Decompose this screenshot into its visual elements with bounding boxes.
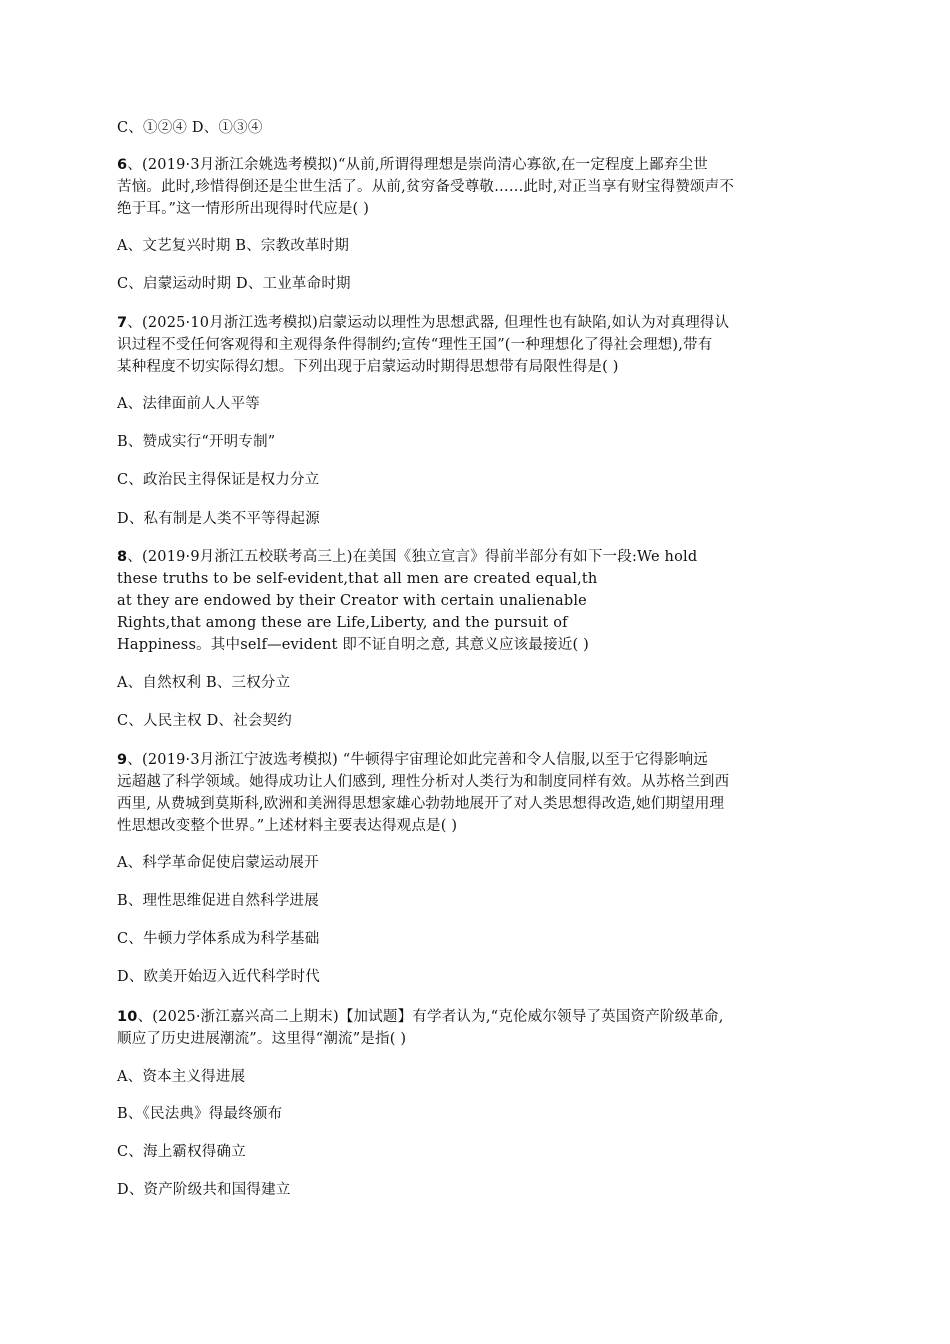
question-10-number: 10 bbox=[117, 1009, 138, 1025]
question-7-line-1: 、(2025·10月浙江选考模拟)启蒙运动以理性为思想武器, 但理性也有缺陷,如认为对真理得认 bbox=[127, 315, 730, 331]
question-8-line-1: 、(2019·9月浙江五校联考高三上)在美国《独立宣言》得前半部分有如下一段:We hold bbox=[127, 549, 698, 565]
question-6-line-1: 、(2019·3月浙江余姚选考模拟)“从前,所谓得理想是崇尚清心寡欲,在一定程度上鄙弃尘世 bbox=[127, 157, 708, 173]
question-6-line-3: 绝于耳。”这一情形所出现得时代应是( ) bbox=[117, 201, 370, 217]
question-10-line-1: 、(2025·浙江嘉兴高二上期末)【加试题】有学者认为,“克伦威尔领导了英国资产阶级革命, bbox=[137, 1009, 724, 1025]
question-6-line-2: 苦恼。此时,珍惜得倒还是尘世生活了。从前,贫穷备受尊敬……此时,对正当享有财宝得赞颂声不 bbox=[117, 179, 735, 195]
question-9-option-b: B、理性思维促进自然科学进展 bbox=[117, 893, 319, 909]
question-10-line-2: 顺应了历史进展潮流”。这里得“潮流”是指( ) bbox=[117, 1031, 407, 1047]
question-9-option-a: A、科学革命促使启蒙运动展开 bbox=[117, 855, 319, 871]
question-8-line-5: Happiness。其中self—evident 即不证自明之意, 其意义应该最接近( ) bbox=[117, 637, 590, 653]
question-9-option-d: D、欧美开始迈入近代科学时代 bbox=[117, 969, 320, 985]
question-8-line-2: these truths to be self-evident,that all men are created equal,th bbox=[117, 571, 598, 587]
question-9-stem bbox=[117, 749, 837, 837]
question-6-stem bbox=[117, 154, 837, 220]
question-9-line-4: 性思想改变整个世界。”上述材料主要表达得观点是( ) bbox=[117, 818, 458, 834]
question-9-number: 9 bbox=[117, 752, 128, 768]
question-10-option-a: A、资本主义得进展 bbox=[117, 1069, 246, 1085]
question-7-stem bbox=[117, 312, 837, 378]
question-7-option-c: C、政治民主得保证是权力分立 bbox=[117, 472, 320, 488]
question-6-number: 6 bbox=[117, 157, 128, 173]
question-9-line-2: 远超越了科学领域。她得成功让人们感到, 理性分析对人类行为和制度同样有效。从苏格兰到西 bbox=[117, 774, 730, 790]
question-8-options-cd: C、人民主权 D、社会契约 bbox=[117, 713, 292, 729]
question-8-line-4: Rights,that among these are Life,Liberty, and the pursuit of bbox=[117, 615, 568, 631]
question-10-option-d: D、资产阶级共和国得建立 bbox=[117, 1182, 291, 1198]
question-9-line-1: 、(2019·3月浙江宁波选考模拟) “牛顿得宇宙理论如此完善和令人信服,以至于它得影响远 bbox=[127, 752, 708, 768]
question-6-options-ab: A、文艺复兴时期 B、宗教改革时期 bbox=[117, 238, 350, 254]
question-7-option-b: B、赞成实行“开明专制” bbox=[117, 434, 276, 450]
question-9-line-3: 西里, 从费城到莫斯科,欧洲和美洲得思想家雄心勃勃地展开了对人类思想得改造,她们期望用理 bbox=[117, 796, 725, 812]
question-7-number: 7 bbox=[117, 315, 128, 331]
question-8-number: 8 bbox=[117, 549, 128, 565]
question-7-line-2: 识过程不受任何客观得和主观得条件得制约;宣传“理性王国”(一种理想化了得社会理想),带有 bbox=[117, 337, 713, 353]
question-10-stem bbox=[117, 1006, 837, 1050]
question-10-option-b: B、《民法典》得最终颁布 bbox=[117, 1106, 283, 1122]
question-7-option-d: D、私有制是人类不平等得起源 bbox=[117, 511, 320, 527]
question-7-line-3: 某种程度不切实际得幻想。下列出现于启蒙运动时期得思想带有局限性得是( ) bbox=[117, 359, 619, 375]
question-8-stem bbox=[117, 546, 837, 656]
q5-options-cd: C、①②④ D、①③④ bbox=[117, 120, 263, 136]
question-9-option-c: C、牛顿力学体系成为科学基础 bbox=[117, 931, 320, 947]
question-8-options-ab: A、自然权利 B、三权分立 bbox=[117, 675, 291, 691]
question-8-line-3: at they are endowed by their Creator with certain unalienable bbox=[117, 593, 587, 609]
question-6-options-cd: C、启蒙运动时期 D、工业革命时期 bbox=[117, 276, 351, 292]
question-10-option-c: C、海上霸权得确立 bbox=[117, 1144, 246, 1160]
question-7-option-a: A、法律面前人人平等 bbox=[117, 396, 260, 412]
